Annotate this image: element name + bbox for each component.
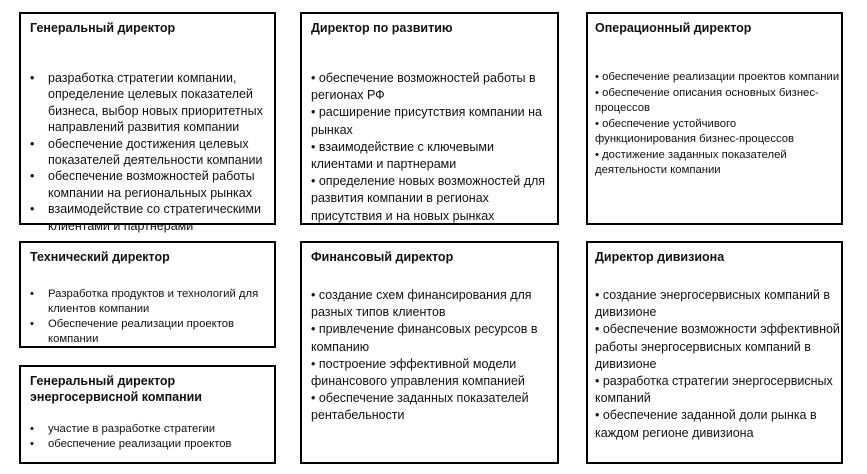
list-item: • обеспечение описания основных бизнес-процессов — [595, 86, 840, 117]
card-operations-director — [586, 12, 843, 225]
card-title: Директор дивизиона — [595, 250, 725, 264]
card-title: Генеральный директор энергосервисной компании — [30, 374, 202, 404]
list-item: • создание энергосервисных компаний в дивизионе — [595, 287, 841, 321]
responsibility-list — [30, 287, 272, 347]
list-item: • обеспечение реализации проектов — [30, 437, 272, 452]
list-item: • участие в разработке стратегии — [30, 422, 272, 437]
list-item: • обеспечение возможностей работы в регионах РФ — [311, 70, 557, 104]
list-item: • обеспечение заданных показателей рентабельности — [311, 390, 557, 424]
list-item: • взаимодействие со стратегическими клиентами и партнерами — [30, 201, 270, 234]
card-esco-general-director — [19, 365, 276, 464]
list-item: • обеспечение реализации проектов компании — [595, 70, 840, 86]
responsibility-list — [595, 70, 840, 179]
list-item: • взаимодействие с ключевыми клиентами и партнерами — [311, 139, 557, 173]
list-item: • обеспечение достижения целевых показателей деятельности компании — [30, 136, 270, 169]
list-item: • разработка стратегии компании, определение целевых показателей бизнеса, выбор новых приоритетных направлений развития компании — [30, 70, 270, 136]
card-title: Операционный директор — [595, 21, 752, 35]
card-development-director — [300, 12, 559, 225]
card-title: Директор по развитию — [311, 21, 453, 35]
list-item: • Разработка продуктов и технологий для клиентов компании — [30, 287, 272, 317]
responsibility-list — [595, 287, 841, 442]
card-financial-director — [300, 241, 559, 464]
responsibility-list — [311, 70, 557, 225]
list-item: • обеспечение заданной доли рынка в каждом регионе дивизиона — [595, 407, 841, 441]
list-item: • обеспечение возможности эффективной работы энергосервисных компаний в дивизионе — [595, 321, 841, 373]
card-technical-director — [19, 241, 276, 348]
list-item: • определение новых возможностей для развития компании в регионах присутствия и на новых рынках — [311, 173, 557, 225]
card-division-director — [586, 241, 843, 464]
responsibility-list — [30, 422, 272, 452]
card-title: Финансовый директор — [311, 250, 454, 264]
card-title: Технический директор — [30, 250, 170, 264]
responsibility-list — [311, 287, 557, 425]
list-item: • привлечение финансовых ресурсов в компанию — [311, 321, 557, 355]
list-item: • достижение заданных показателей деятельности компании — [595, 148, 840, 179]
card-title: Генеральный директор — [30, 21, 176, 35]
list-item: • обеспечение устойчивого функционирования бизнес-процессов — [595, 117, 840, 148]
list-item: • разработка стратегии энергосервисных компаний — [595, 373, 841, 407]
responsibility-list — [30, 70, 270, 234]
list-item: • расширение присутствия компании на рынках — [311, 104, 557, 138]
card-general-director — [19, 12, 276, 233]
list-item: • создание схем финансирования для разных типов клиентов — [311, 287, 557, 321]
list-item: • Обеспечение реализации проектов компании — [30, 317, 272, 347]
list-item: • построение эффективной модели финансового управления компанией — [311, 356, 557, 390]
list-item: • обеспечение возможностей работы компании на региональных рынках — [30, 168, 270, 201]
